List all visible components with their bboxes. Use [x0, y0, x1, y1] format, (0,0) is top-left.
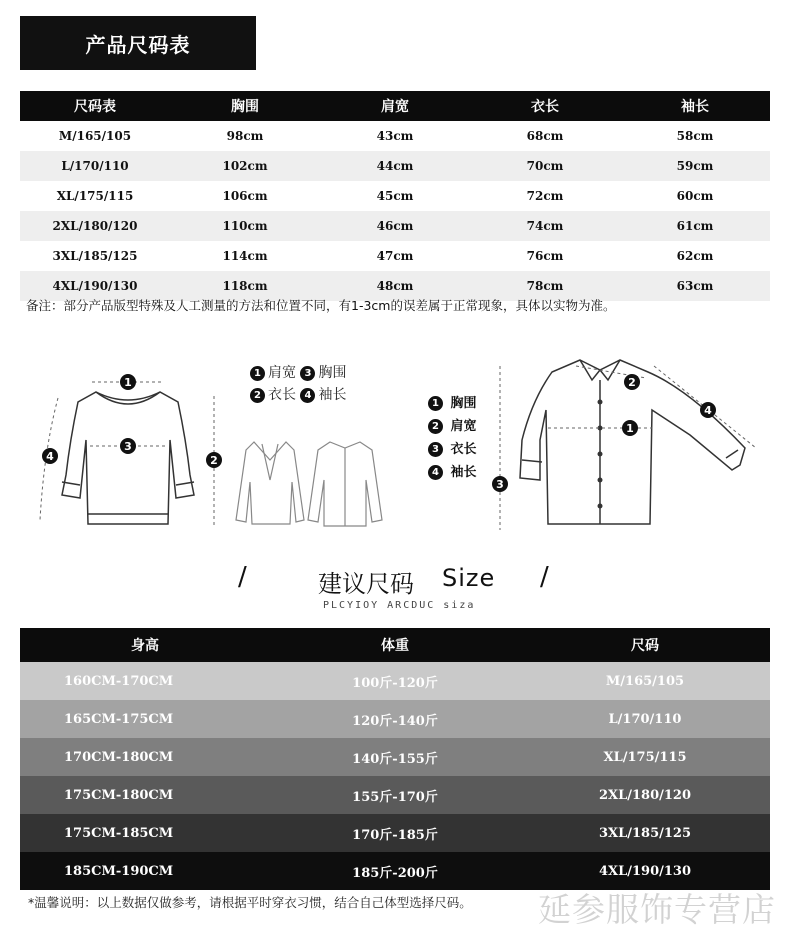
table-cell: L/170/110: [520, 700, 770, 738]
marker-1: 1: [626, 422, 634, 435]
table-cell: 165CM-175CM: [20, 700, 270, 738]
legend-label: 衣长: [450, 442, 477, 457]
table-cell: 110cm: [170, 211, 320, 241]
table-cell: 160CM-170CM: [20, 662, 270, 700]
rec-table-header: 尺码: [520, 628, 770, 662]
rec-table-header: 身高: [20, 628, 270, 662]
size-table-header: 胸围: [170, 91, 320, 121]
marker-2: 2: [210, 454, 218, 467]
size-table-header: 肩宽: [320, 91, 470, 121]
table-cell: 46cm: [320, 211, 470, 241]
table-row: [20, 662, 770, 700]
recommended-size-heading: [0, 562, 790, 598]
table-row: [20, 776, 770, 814]
table-cell: XL/175/115: [520, 738, 770, 776]
table-cell: M/165/105: [520, 662, 770, 700]
legend-line: [250, 384, 346, 406]
recommended-size-table: [20, 628, 770, 890]
table-cell: 118cm: [170, 271, 320, 301]
heading-title-en: Size: [442, 564, 496, 592]
table-cell: 170CM-180CM: [20, 738, 270, 776]
legend-number: 1: [250, 366, 265, 381]
legend-line: [428, 438, 477, 461]
shop-watermark: 延参服饰专营店: [538, 890, 776, 929]
legend-number: 3: [300, 366, 315, 381]
legend-label: 肩宽: [268, 365, 296, 381]
table-cell: 44cm: [320, 151, 470, 181]
measurement-illustrations: [0, 330, 790, 550]
marker-3: 3: [124, 440, 132, 453]
heading-slash-left: /: [238, 562, 247, 592]
shirt-legend: [428, 392, 477, 484]
legend-number: 3: [428, 442, 443, 457]
marker-4: 4: [46, 450, 54, 463]
table-row: [20, 700, 770, 738]
table-cell: L/170/110: [20, 151, 170, 181]
table-cell: 98cm: [226, 129, 264, 143]
table-cell: 72cm: [526, 189, 564, 203]
table-cell: M/165/105: [58, 129, 132, 143]
size-table-header: 衣长: [470, 91, 620, 121]
table-cell: 63cm: [620, 271, 770, 301]
marker-1: 1: [124, 376, 132, 389]
table-row: [20, 814, 770, 852]
size-table-header: 尺码表: [20, 91, 170, 121]
table-cell: 102cm: [170, 151, 320, 181]
sweater-legend: [250, 362, 346, 406]
table-cell: 43cm: [376, 129, 414, 143]
footnote: *温馨说明：以上数据仅做参考，请根据平时穿衣习惯，结合自己体型选择尺码。: [28, 895, 472, 910]
table-cell: 60cm: [676, 189, 714, 203]
heading-slash-right: /: [540, 562, 549, 592]
table-cell: 114cm: [222, 249, 268, 263]
table-row: [20, 151, 770, 181]
legend-label: 袖长: [318, 387, 347, 403]
table-cell: 74cm: [470, 211, 620, 241]
table-row: [20, 211, 770, 241]
table-cell: 70cm: [470, 151, 620, 181]
blazer-sketch: [236, 442, 304, 524]
legend-number: 2: [250, 388, 265, 403]
legend-line: [250, 362, 346, 384]
legend-line: [428, 461, 477, 484]
rec-table-header: 体重: [270, 628, 520, 662]
table-cell: 61cm: [620, 211, 770, 241]
size-table-header: 袖长: [620, 91, 770, 121]
table-cell: 62cm: [676, 249, 714, 263]
marker-2: 2: [628, 376, 636, 389]
table-cell: 76cm: [526, 249, 564, 263]
table-cell: 58cm: [676, 129, 714, 143]
legend-label: 胸围: [450, 396, 477, 411]
table-cell: 175CM-185CM: [20, 814, 270, 852]
legend-line: [428, 392, 477, 415]
size-chart-table: [20, 91, 770, 301]
jacket-sketch: [308, 442, 382, 526]
table-cell: 4XL/190/130: [20, 271, 170, 301]
rec-table-header-row: [20, 628, 770, 662]
marker-3: 3: [496, 478, 504, 491]
table-row: [20, 121, 770, 151]
table-cell: 120斤-140斤: [270, 700, 520, 738]
table-cell: 48cm: [320, 271, 470, 301]
table-row: [20, 241, 770, 271]
legend-label: 衣长: [268, 387, 296, 403]
legend-label: 肩宽: [450, 419, 477, 434]
table-cell: 185CM-190CM: [20, 852, 270, 890]
table-cell: 3XL/185/125: [52, 249, 138, 263]
table-cell: 47cm: [376, 249, 414, 263]
legend-number: 4: [300, 388, 315, 403]
legend-number: 1: [428, 396, 443, 411]
table-row: [20, 181, 770, 211]
legend-number: 2: [428, 419, 443, 434]
measurement-note: 备注：部分产品版型特殊及人工测量的方法和位置不同，有1-3cm的误差属于正常现象，具体以实物为准。: [26, 298, 616, 313]
table-cell: 2XL/180/120: [520, 776, 770, 814]
table-cell: XL/175/115: [56, 189, 134, 203]
table-cell: 175CM-180CM: [20, 776, 270, 814]
legend-label: 胸围: [318, 365, 347, 381]
marker-4: 4: [704, 404, 712, 417]
size-table-header-row: [20, 91, 770, 121]
table-cell: 4XL/190/130: [520, 852, 770, 890]
table-row: [20, 738, 770, 776]
table-cell: 106cm: [222, 189, 268, 203]
table-cell: 185斤-200斤: [270, 852, 520, 890]
legend-number: 4: [428, 465, 443, 480]
table-cell: 100斤-120斤: [270, 662, 520, 700]
table-cell: 45cm: [376, 189, 414, 203]
sweater-illustration: [62, 392, 194, 524]
heading-subtitle: PLCYIOY ARCDUC siza: [323, 600, 476, 611]
table-cell: 170斤-185斤: [270, 814, 520, 852]
table-cell: 155斤-170斤: [270, 776, 520, 814]
heading-title-cn: 建议尺码: [318, 570, 414, 598]
table-cell: 3XL/185/125: [520, 814, 770, 852]
table-cell: 140斤-155斤: [270, 738, 520, 776]
page-title: 产品尺码表: [20, 16, 256, 70]
legend-label: 袖长: [450, 465, 477, 480]
table-cell: 2XL/180/120: [20, 211, 170, 241]
table-cell: 59cm: [620, 151, 770, 181]
legend-line: [428, 415, 477, 438]
table-cell: 68cm: [526, 129, 564, 143]
table-cell: 78cm: [470, 271, 620, 301]
